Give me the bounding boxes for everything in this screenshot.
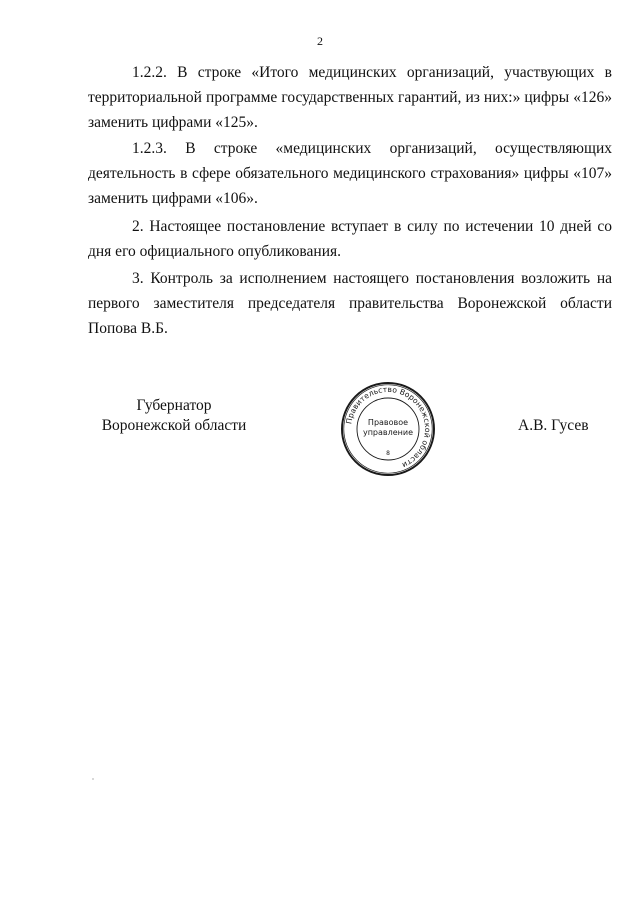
signer-title: [94, 396, 254, 436]
stamp-center-line-2: управление: [362, 428, 414, 437]
paragraph-2: 2. Настоящее постановление вступает в силу по истечении 10 дней со дня его официального опубликования.: [88, 218, 612, 260]
stamp-center-line-1: Правовое: [367, 418, 409, 427]
signer-title-line-1: Губернатор: [136, 397, 212, 414]
signer-name: А.В. Гусев: [518, 417, 589, 434]
official-seal-stamp: [340, 381, 436, 477]
paragraph-1-2-3: 1.2.3. В строке «медицинских организаций, осуществляющих деятельность в сфере обязательного медицинского страхования» цифры «107» заменить цифрами «106».: [88, 140, 612, 207]
paragraph-1-2-2: 1.2.2. В строке «Итого медицинских организаций, участвующих в территориальной программе государственных гарантий, из них:» цифры «126» заменить цифрами «125».: [88, 64, 612, 131]
stamp-number: 8: [386, 450, 390, 457]
page-number: 2: [317, 34, 323, 48]
paragraph-3: 3. Контроль за исполнением настоящего постановления возложить на первого заместителя председателя правительства Воронежской области Попова В.Б.: [88, 270, 612, 337]
stamp-ring-text: Правительство Воронежской области: [344, 384, 433, 470]
scan-speck: [92, 778, 94, 780]
signer-title-line-2: Воронежской области: [101, 417, 247, 434]
